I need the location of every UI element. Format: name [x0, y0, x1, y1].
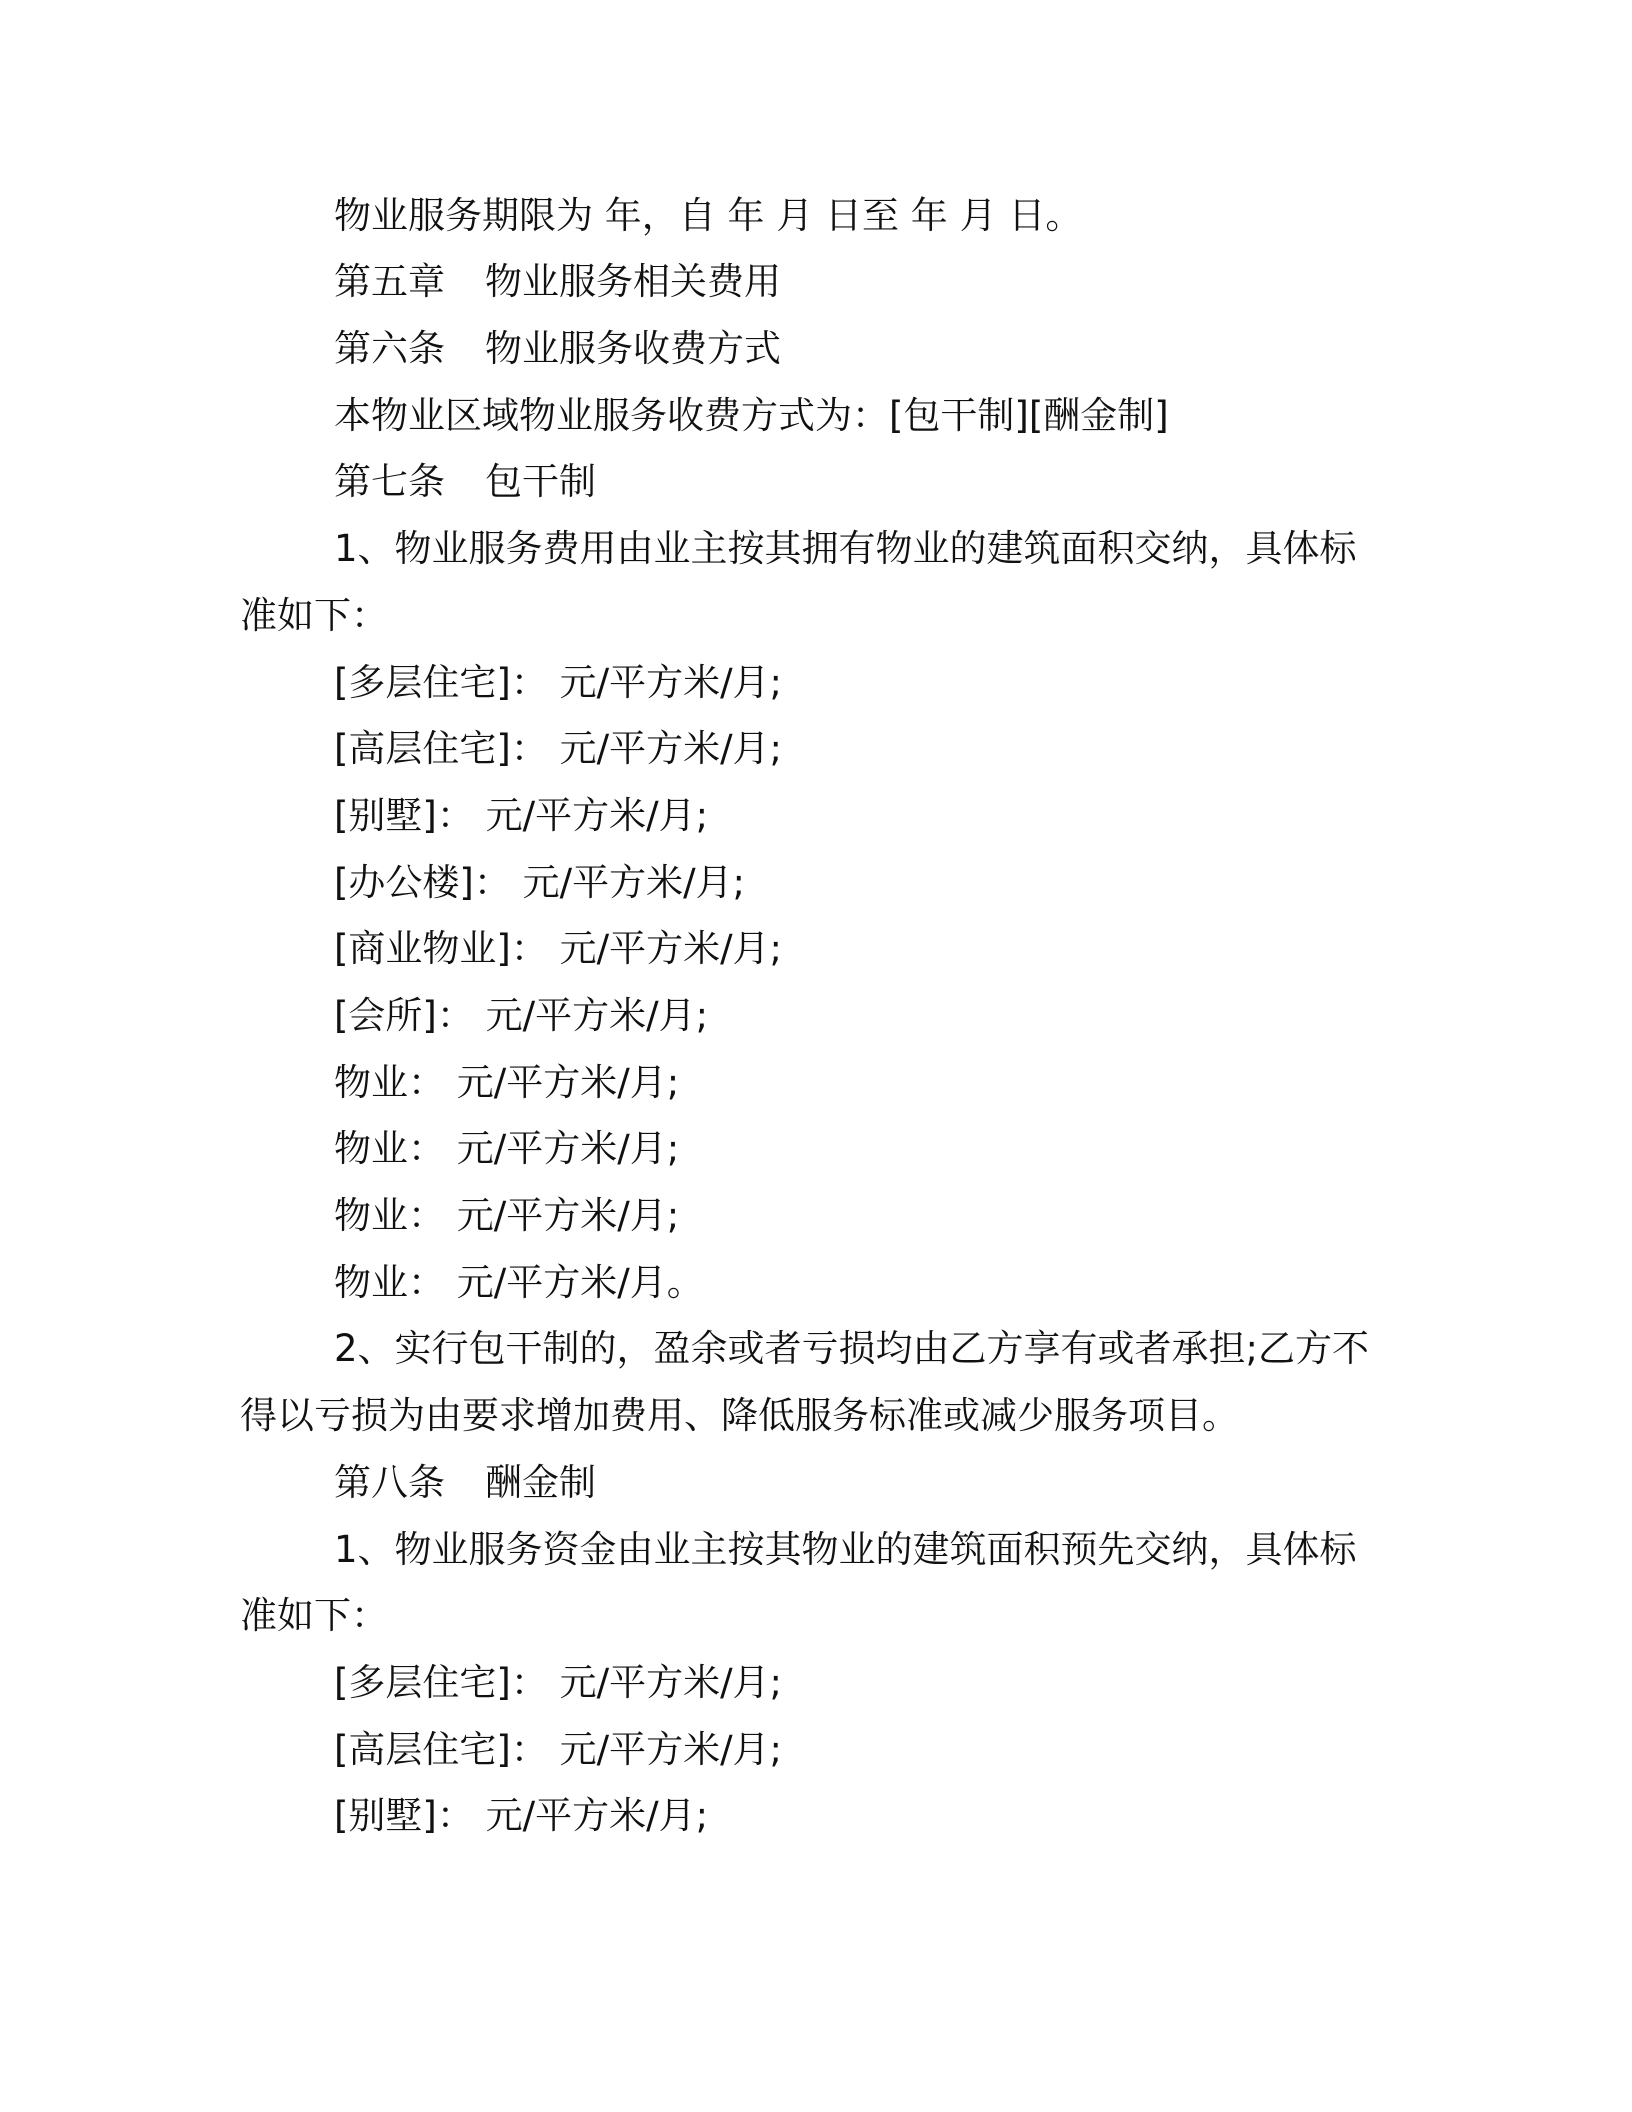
article-title: 酬金制	[485, 1461, 596, 1504]
paragraph-line: 2、实行包干制的，盈余或者亏损均由乙方享有或者承担;乙方不	[334, 1327, 1370, 1370]
fee-item: [多层住宅]： 元/平方米/月;	[334, 661, 783, 704]
paragraph-line: 准如下：	[240, 594, 388, 637]
article-six-heading	[334, 324, 781, 374]
fee-item: 物业： 元/平方米/月;	[334, 1061, 680, 1104]
article-number: 第八条	[334, 1461, 445, 1504]
article-number: 第七条	[334, 460, 445, 503]
fee-item: [高层住宅]： 元/平方米/月;	[334, 727, 783, 770]
paragraph-line: 准如下：	[240, 1594, 388, 1637]
fee-item: [商业物业]： 元/平方米/月;	[334, 927, 783, 970]
article-title: 物业服务收费方式	[485, 327, 781, 370]
chapter-title: 物业服务相关费用	[485, 260, 781, 303]
paragraph-line: 1、物业服务费用由业主按其拥有物业的建筑面积交纳，具体标	[334, 527, 1357, 570]
fee-item: [会所]： 元/平方米/月;	[334, 994, 709, 1037]
fee-item: [多层住宅]： 元/平方米/月;	[334, 1661, 783, 1704]
fee-item: [别墅]： 元/平方米/月;	[334, 1794, 709, 1837]
fee-method-line: 本物业区域物业服务收费方式为：[包干制][酬金制]	[334, 394, 1169, 437]
fee-item: 物业： 元/平方米/月;	[334, 1127, 680, 1170]
paragraph-line: 1、物业服务资金由业主按其物业的建筑面积预先交纳，具体标	[334, 1528, 1357, 1571]
service-term-line: 物业服务期限为 年，自 年 月 日至 年 月 日。	[334, 194, 1083, 237]
article-seven-heading	[334, 457, 596, 507]
fee-item: [别墅]： 元/平方米/月;	[334, 794, 709, 837]
chapter-number: 第五章	[334, 260, 445, 303]
article-number: 第六条	[334, 327, 445, 370]
fee-item: [办公楼]： 元/平方米/月;	[334, 861, 746, 904]
chapter-five-heading	[334, 257, 781, 307]
article-eight-heading	[334, 1458, 596, 1508]
fee-item: [高层住宅]： 元/平方米/月;	[334, 1728, 783, 1771]
article-title: 包干制	[485, 460, 596, 503]
fee-item: 物业： 元/平方米/月。	[334, 1261, 704, 1304]
paragraph-line: 得以亏损为由要求增加费用、降低服务标准或减少服务项目。	[240, 1394, 1239, 1437]
fee-item: 物业： 元/平方米/月;	[334, 1194, 680, 1237]
